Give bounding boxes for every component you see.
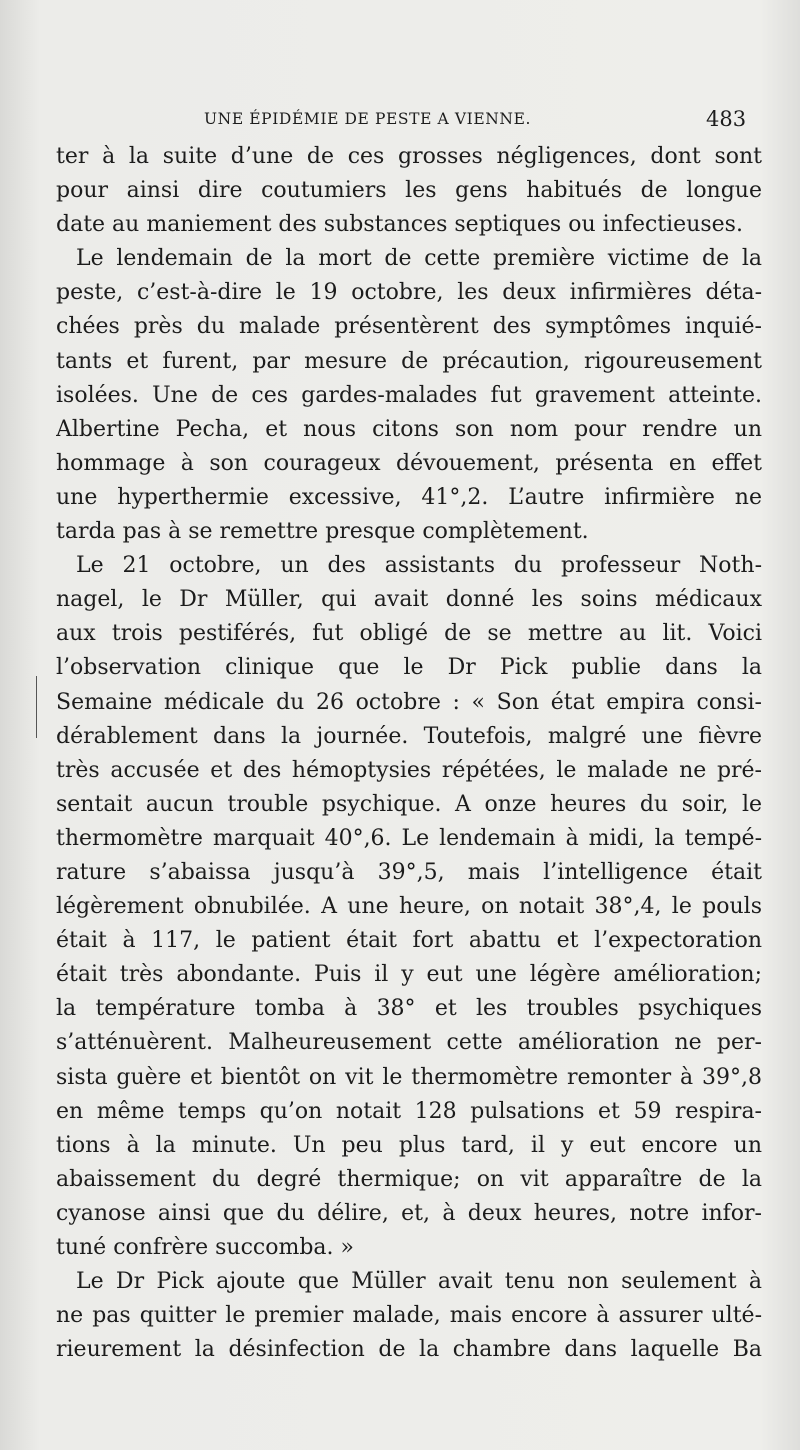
text-line: Semaine médicale du 26 octobre : « Son état empira consi- xyxy=(56,689,762,715)
text-line: l’observation clinique que le Dr Pick publie dans la xyxy=(56,655,762,681)
text-line: date au maniement des substances septiques ou infectieuses. xyxy=(56,212,743,238)
text-line: une hyperthermie excessive, 41°,2. L’autre infirmière ne xyxy=(56,484,762,510)
text-line: s’atténuèrent. Malheureusement cette amélioration ne per- xyxy=(56,1030,762,1056)
text-line: était à 117, le patient était fort abattu et l’expectoration xyxy=(56,928,762,954)
text-line: très accusée et des hémoptysies répétées, le malade ne pré- xyxy=(56,757,762,783)
text-line: tarda pas à se remettre presque complètement. xyxy=(56,519,589,545)
margin-bracket-mark xyxy=(36,676,43,738)
text-line: sista guère et bientôt on vit le thermomètre remonter à 39°,8 xyxy=(56,1064,762,1090)
text-line: ne pas quitter le premier malade, mais encore à assurer ulté- xyxy=(56,1303,762,1329)
text-line: rieurement la désinfection de la chambre dans laquelle Ba xyxy=(56,1337,762,1363)
text-line: rature s’abaissa jusqu’à 39°,5, mais l’intelligence était xyxy=(56,859,762,885)
running-title: UNE ÉPIDÉMIE DE PESTE A VIENNE. xyxy=(204,110,532,128)
page-number: 483 xyxy=(706,107,747,131)
text-line: peste, c’est-à-dire le 19 octobre, les deux infirmières déta- xyxy=(56,280,762,306)
text-line: tions à la minute. Un peu plus tard, il y eut encore un xyxy=(56,1132,762,1158)
running-head xyxy=(0,104,800,134)
text-line: tuné confrère succomba. » xyxy=(56,1235,354,1260)
text-line: Le Dr Pick ajoute que Müller avait tenu non seulement à xyxy=(76,1269,762,1295)
text-line: légèrement obnubilée. A une heure, on notait 38°,4, le pouls xyxy=(56,894,762,920)
text-line: Albertine Pecha, et nous citons son nom pour rendre un xyxy=(56,416,762,442)
text-line: ter à la suite d’une de ces grosses négligences, dont sont xyxy=(56,144,762,169)
body-text xyxy=(56,140,762,1367)
text-line: nagel, le Dr Müller, qui avait donné les soins médicaux xyxy=(56,587,762,613)
text-line: Le lendemain de la mort de cette première victime de la xyxy=(76,246,762,272)
text-line: abaissement du degré thermique; on vit apparaître de la xyxy=(56,1166,762,1192)
text-line: cyanose ainsi que du délire, et, à deux heures, notre infor- xyxy=(56,1200,762,1226)
text-line: Le 21 octobre, un des assistants du professeur Noth- xyxy=(76,553,762,579)
text-line: chées près du malade présentèrent des symptômes inquié- xyxy=(56,314,762,340)
text-line: était très abondante. Puis il y eut une légère amélioration; xyxy=(56,962,762,988)
text-line: isolées. Une de ces gardes-malades fut gravement atteinte. xyxy=(56,382,762,408)
text-line: aux trois pestiférés, fut obligé de se mettre au lit. Voici xyxy=(56,621,762,647)
text-line: la température tomba à 38° et les troubles psychiques xyxy=(56,996,762,1022)
text-line: pour ainsi dire coutumiers les gens habitués de longue xyxy=(56,178,762,204)
text-line: tants et furent, par mesure de précaution, rigoureusement xyxy=(56,348,762,374)
text-line: en même temps qu’on notait 128 pulsations et 59 respira- xyxy=(56,1098,762,1124)
text-line: hommage à son courageux dévouement, présenta en effet xyxy=(56,450,762,476)
text-line: sentait aucun trouble psychique. A onze heures du soir, le xyxy=(56,791,762,817)
text-line: thermomètre marquait 40°,6. Le lendemain à midi, la tempé- xyxy=(56,825,762,851)
text-line: dérablement dans la journée. Toutefois, malgré une fièvre xyxy=(56,723,762,749)
